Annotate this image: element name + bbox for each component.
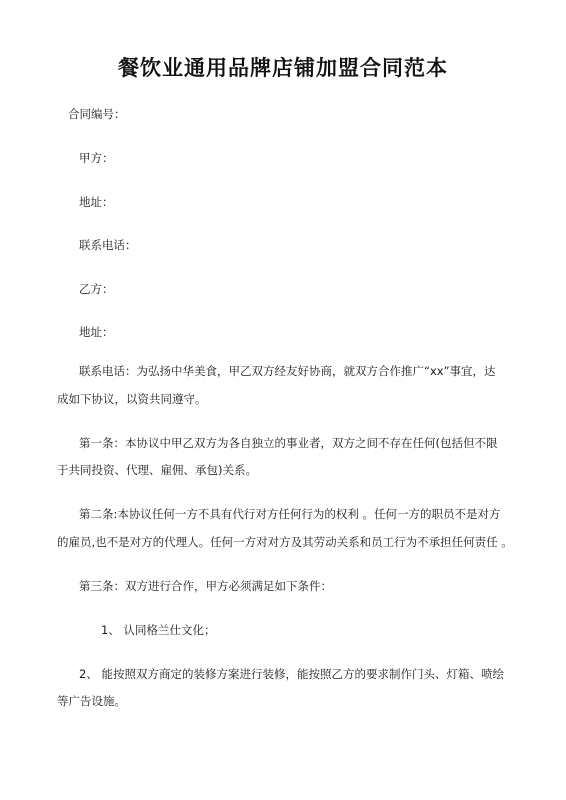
contract-number-label: 合同编号： [68, 107, 126, 121]
article-2-line-1: 第二条:本协议任何一方不具有代行对方任何行为的权利 。任何一方的职员不是对方 [79, 507, 501, 521]
condition-2-line-1: 2、 能按照双方商定的装修方案进行装修，能按照乙方的要求制作门头、灯箱、喷绘 [79, 667, 504, 681]
article-3-line: 第三条：双方进行合作，甲方必须满足如下条件： [79, 579, 332, 593]
party-b-address-label: 地址： [79, 325, 114, 339]
party-b-label: 乙方： [79, 282, 114, 296]
condition-2-line-2: 等广告设施。 [57, 694, 126, 708]
condition-1: 1、 认同格兰仕文化； [101, 623, 216, 637]
party-a-label: 甲方： [79, 151, 114, 165]
article-1-line-2: 于共同投资、代理、雇佣、承包)关系。 [57, 463, 257, 477]
document-title: 餐饮业通用品牌店铺加盟合同范本 [118, 55, 448, 80]
article-1-line-1: 第一条：本协议中甲乙双方为各自独立的事业者，双方之间不存在任何(包括但不限 [79, 436, 498, 450]
party-a-address-label: 地址： [79, 195, 114, 209]
intro-paragraph-line-1: 联系电话：为弘扬中华美食，甲乙双方经友好协商，就双方合作推广“xx”事宜，达 [79, 364, 496, 378]
party-a-phone-label: 联系电话： [79, 238, 137, 252]
intro-paragraph-line-2: 成如下协议，以资共同遵守。 [57, 392, 207, 406]
article-2-line-2: 的雇员,也不是对方的代理人。任何一方对对方及其劳动关系和员工行为不承担任何责任 。 [57, 535, 513, 549]
